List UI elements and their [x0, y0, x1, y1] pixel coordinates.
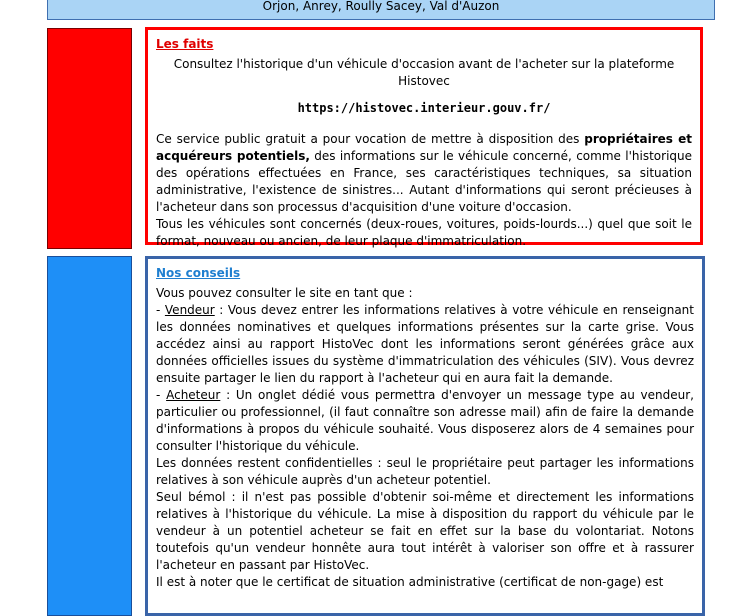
blue-side-panel: [47, 256, 132, 616]
histovec-link[interactable]: https://histovec.interieur.gouv.fr/: [297, 101, 551, 115]
faits-paragraph-1: Ce service public gratuit a pour vocation de mettre à disposition des propriétaires et acquéreurs potentiels, des informations sur le véhicule concerné, comme l'historique des opérations effectuées en France, ses caractéristiques techniques, sa situation administrative, l'existence de sinistres... Autant d'informations qui seront précieuses à l'acheteur dans son processus d'acquisition d'une voiture d'occasion.: [156, 132, 693, 214]
vendeur-label: Vendeur: [164, 303, 215, 317]
conseils-intro: Vous pouvez consulter le site en tant que :: [156, 286, 413, 300]
conseils-heading: Nos conseils: [156, 266, 241, 280]
faits-paragraph-2: Tous les véhicules sont concernés (deux-roues, voitures, poids-lourds...) quel que soit le format, nouveau ou ancien, de leur plaque d'immatriculation.: [156, 217, 692, 248]
bemol-paragraph: Seul bémol : il n'est pas possible d'obtenir soi-même et directement les informations relatives à l'historique du véhicule. La mise à disposition du rapport du véhicule par le vendeur à un potentiel acheteur se fait en effet sur la base du volontariat. Notons toutefois qu'un vendeur honnête aura tout intérêt à valoriser son offre et à rassurer l'acheteur en passant par HistoVec.: [156, 490, 694, 572]
top-banner-text: Orjon, Anrey, Roully Sacey, Val d'Auzon: [262, 0, 500, 13]
faits-heading: Les faits: [156, 37, 214, 51]
faits-intro: Consultez l'historique d'un véhicule d'occasion avant de l'acheter sur la plateforme Histovec: [173, 57, 675, 88]
vendeur-paragraph: - Vendeur : Vous devez entrer les informations relatives à votre véhicule en renseignant les données nominatives et quelques informations présentes sur la carte grise. Vous accédez ainsi au rapport HistoVec dont les informations seront générées grâce aux données officielles issues du système d'immatriculation des véhicules (SIV). Vous devrez ensuite partager le lien du rapport à l'acheteur qui en aura fait la demande.: [156, 303, 694, 385]
faits-bold-text: propriétaires et acquéreurs potentiels,: [156, 132, 692, 163]
confidentiality-paragraph: Les données restent confidentielles : seul le propriétaire peut partager les informations relatives à son véhicule auprès d'un acheteur potentiel.: [156, 456, 694, 487]
acheteur-label: Acheteur: [166, 388, 221, 402]
acheteur-paragraph: - Acheteur : Un onglet dédié vous permettra d'envoyer un message type au vendeur, particulier ou professionnel, (il faut connaître son adresse mail) afin de faire la demande d'informations à propos du véhicule souhaité. Vous disposerez alors de 4 semaines pour consulter l'historique du véhicule.: [156, 388, 694, 453]
note-paragraph: Il est à noter que le certificat de situation administrative (certificat de non-gage) est: [156, 575, 664, 589]
red-side-panel: [47, 28, 132, 249]
conseils-section: [145, 256, 705, 616]
faits-section: [145, 27, 703, 248]
top-banner: [47, 0, 715, 20]
